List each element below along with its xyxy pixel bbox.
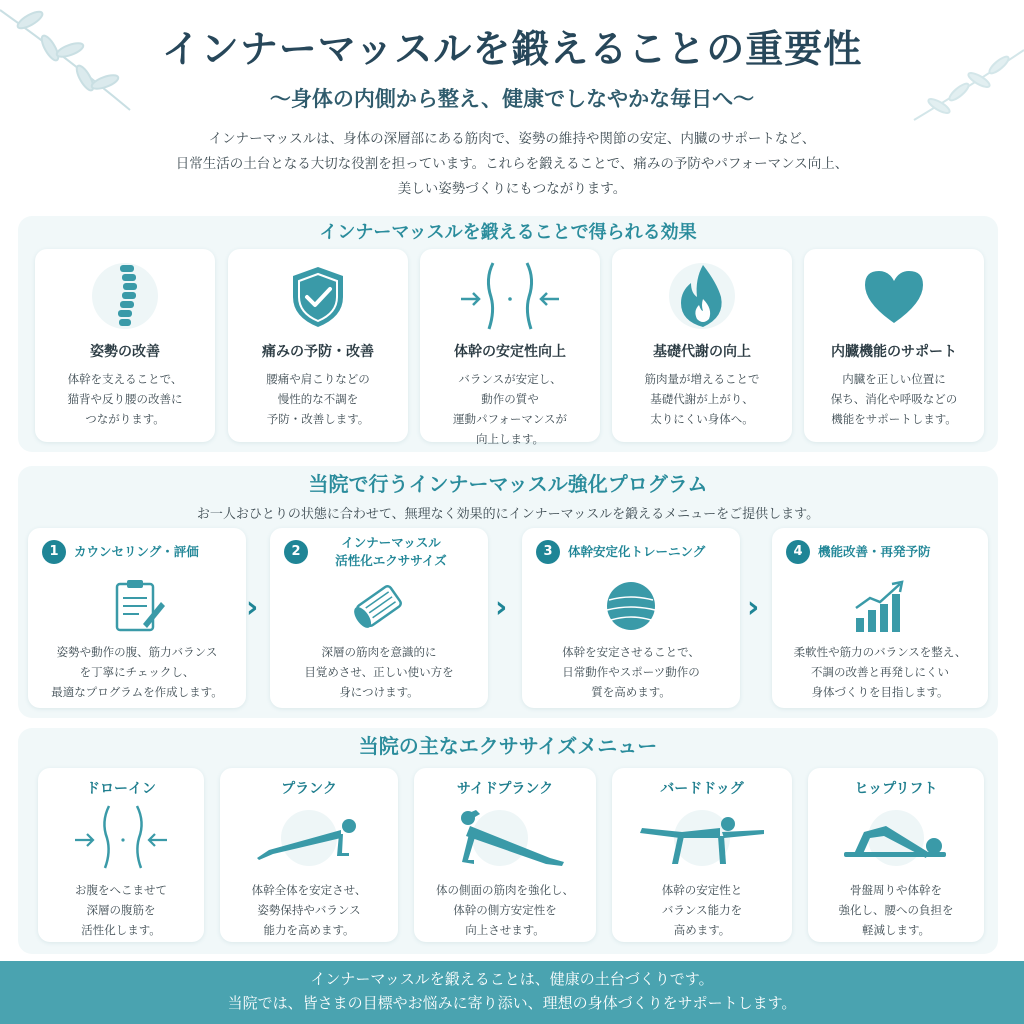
program-subtitle: お一人おひとりの状態に合わせて、無理なく効果的にインナーマッスルを鍛えるメニューをご提供します。	[196, 507, 820, 522]
step-title-line: インナーマッスル	[341, 535, 441, 550]
desc-line: 腰痛や肩こりなどの	[266, 372, 370, 386]
step-number: 1	[42, 540, 66, 564]
footer-line: 当院では、皆さまの目標やお悩みに寄り添い、理想の身体づくりをサポートします。	[227, 994, 797, 1012]
desc-line: 柔軟性や筋力のバランスを整え、	[793, 645, 967, 659]
exercise-title: ヒップリフト	[854, 781, 938, 797]
desc-line: 動作の質や	[481, 392, 539, 406]
desc-line: 深層の腹筋を	[86, 903, 156, 917]
program-title: 当院で行うインナーマッスル強化プログラム	[308, 472, 708, 496]
page-title: インナーマッスルを鍛えることの重要性	[161, 26, 863, 71]
foam-roller-icon	[349, 580, 409, 632]
effect-card-title: 姿勢の改善	[90, 344, 160, 360]
desc-line: 身体づくりを目指します。	[811, 685, 949, 699]
intro-line: 日常生活の土台となる大切な役割を担っています。これらを鍛えることで、痛みの予防やパフォーマンス向上、	[175, 156, 849, 172]
exercise-desc	[808, 880, 984, 940]
exercise-card-side-plank	[414, 768, 596, 942]
effect-card-desc	[804, 369, 984, 429]
desc-line: 質を高めます。	[591, 685, 671, 699]
intro-text	[0, 127, 1024, 202]
desc-line: 筋肉量が増えることで	[644, 372, 760, 386]
effect-card-organs	[804, 249, 984, 442]
desc-line: 向上させます。	[465, 923, 545, 937]
desc-line: 内臓を正しい位置に	[842, 372, 946, 386]
exercise-title: バードドッグ	[660, 781, 744, 797]
program-step-4	[772, 528, 988, 708]
desc-line: 体幹の安定性と	[661, 883, 743, 897]
bird-dog-icon	[632, 806, 772, 870]
exercise-desc	[220, 880, 398, 940]
effect-card-core	[420, 249, 600, 446]
effect-card-desc	[35, 369, 215, 429]
effect-card-desc	[228, 369, 408, 429]
step-desc	[28, 642, 246, 702]
desc-line: 基礎代謝が上がり、	[650, 392, 754, 406]
desc-line: 保ち、消化や呼吸などの	[830, 392, 958, 406]
desc-line: 慢性的な不調を	[277, 392, 359, 406]
intro-line: インナーマッスルは、身体の深層部にある筋肉で、姿勢の維持や関節の安定、内臓のサポートなど、	[208, 131, 816, 147]
flame-icon	[667, 259, 737, 333]
effects-title: インナーマッスルを鍛えることで得られる効果	[319, 222, 697, 243]
desc-line: 活性化します。	[81, 923, 161, 937]
step-title: 体幹安定化トレーニング	[568, 544, 706, 559]
heart-icon	[859, 265, 929, 329]
desc-line: 軽減します。	[861, 923, 931, 937]
footer-banner	[0, 961, 1024, 1024]
desc-line: 猫背や反り腰の改善に	[67, 392, 183, 406]
step-number: 3	[536, 540, 560, 564]
side-plank-icon	[440, 806, 570, 870]
effect-card-pain	[228, 249, 408, 442]
exercise-desc	[612, 880, 792, 940]
step-desc	[270, 642, 488, 702]
desc-line: 運動パフォーマンスが	[452, 412, 568, 426]
step-title: カウンセリング・評価	[74, 544, 199, 559]
effect-card-metabolism	[612, 249, 792, 442]
program-section	[18, 466, 998, 718]
effect-card-desc	[420, 369, 600, 449]
exercise-card-plank	[220, 768, 398, 942]
program-step-3	[522, 528, 740, 708]
desc-line: 太りにくい身体へ。	[650, 412, 754, 426]
effects-section	[18, 216, 998, 452]
exercise-card-draw-in	[38, 768, 204, 942]
growth-chart-icon	[850, 578, 910, 634]
desc-line: 目覚めさせ、正しい使い方を	[304, 665, 454, 679]
desc-line: バランスが安定し、	[458, 372, 562, 386]
desc-line: 体幹全体を安定させ、	[251, 883, 367, 897]
desc-line: を丁寧にチェックし、	[79, 665, 195, 679]
plank-icon	[249, 808, 369, 868]
desc-line: 向上します。	[475, 432, 545, 446]
effect-card-title: 内臓機能のサポート	[831, 344, 957, 360]
step-number: 4	[786, 540, 810, 564]
step-desc	[772, 642, 988, 702]
shield-check-icon	[283, 261, 353, 331]
desc-line: 体幹を安定させることで、	[562, 645, 700, 659]
desc-line: 機能をサポートします。	[831, 412, 957, 426]
step-number: 2	[284, 540, 308, 564]
desc-line: 体幹を支えることで、	[67, 372, 183, 386]
effect-card-posture	[35, 249, 215, 442]
page-header	[0, 0, 1024, 202]
effect-card-title: 体幹の安定性向上	[454, 344, 566, 360]
exercise-title: サイドプランク	[456, 781, 554, 797]
hip-lift-icon	[836, 808, 956, 868]
page-subtitle: 〜身体の内側から整え、健康でしなやかな毎日へ〜	[269, 86, 755, 111]
effect-card-desc	[612, 369, 792, 429]
chevron-right-icon: ›	[747, 590, 760, 625]
desc-line: 体の側面の筋肉を強化し、	[436, 883, 574, 897]
step-desc	[522, 642, 740, 702]
exercise-title: プランク	[281, 781, 337, 797]
exercise-title: ドローイン	[86, 781, 156, 797]
program-step-1	[28, 528, 246, 708]
desc-line: 不調の改善と再発しにくい	[811, 665, 949, 679]
desc-line: 能力を高めます。	[263, 923, 355, 937]
exercise-desc	[414, 880, 596, 940]
desc-line: 最適なプログラムを作成します。	[51, 685, 223, 699]
desc-line: 予防・改善します。	[266, 412, 370, 426]
desc-line: 強化し、腰への負担を	[838, 903, 954, 917]
desc-line: 深層の筋肉を意識的に	[321, 645, 437, 659]
exercise-menu-section	[18, 728, 998, 954]
desc-line: 骨盤周りや体幹を	[850, 883, 942, 897]
footer-line: インナーマッスルを鍛えることは、健康の土台づくりです。	[310, 970, 714, 988]
effect-card-title: 痛みの予防・改善	[262, 344, 374, 360]
desc-line: 高めます。	[673, 923, 731, 937]
program-step-2	[270, 528, 488, 708]
desc-line: 姿勢や動作の腹、筋力バランス	[56, 645, 218, 659]
desc-line: つながります。	[85, 412, 165, 426]
step-title	[316, 534, 466, 570]
menu-title: 当院の主なエクササイズメニュー	[358, 734, 658, 758]
exercise-card-hip-lift	[808, 768, 984, 942]
balance-ball-icon	[601, 578, 661, 634]
desc-line: バランス能力を	[661, 903, 743, 917]
desc-line: お腹をへこませて	[75, 883, 167, 897]
spine-icon	[90, 259, 160, 333]
exercise-desc	[38, 880, 204, 940]
step-title-line: 活性化エクササイズ	[335, 553, 447, 568]
chevron-right-icon: ›	[246, 590, 259, 625]
draw-in-icon	[71, 804, 171, 870]
desc-line: 姿勢保持やバランス	[257, 903, 361, 917]
exercise-card-bird-dog	[612, 768, 792, 942]
desc-line: 体幹の側方安定性を	[453, 903, 557, 917]
clipboard-icon	[107, 578, 167, 634]
desc-line: 身につけます。	[339, 685, 419, 699]
step-title: 機能改善・再発予防	[818, 544, 931, 559]
desc-line: 日常動作やスポーツ動作の	[562, 665, 700, 679]
chevron-right-icon: ›	[495, 590, 508, 625]
torso-icon	[455, 259, 565, 333]
effect-card-title: 基礎代謝の向上	[653, 344, 751, 360]
intro-line: 美しい姿勢づくりにもつながります。	[397, 181, 627, 197]
